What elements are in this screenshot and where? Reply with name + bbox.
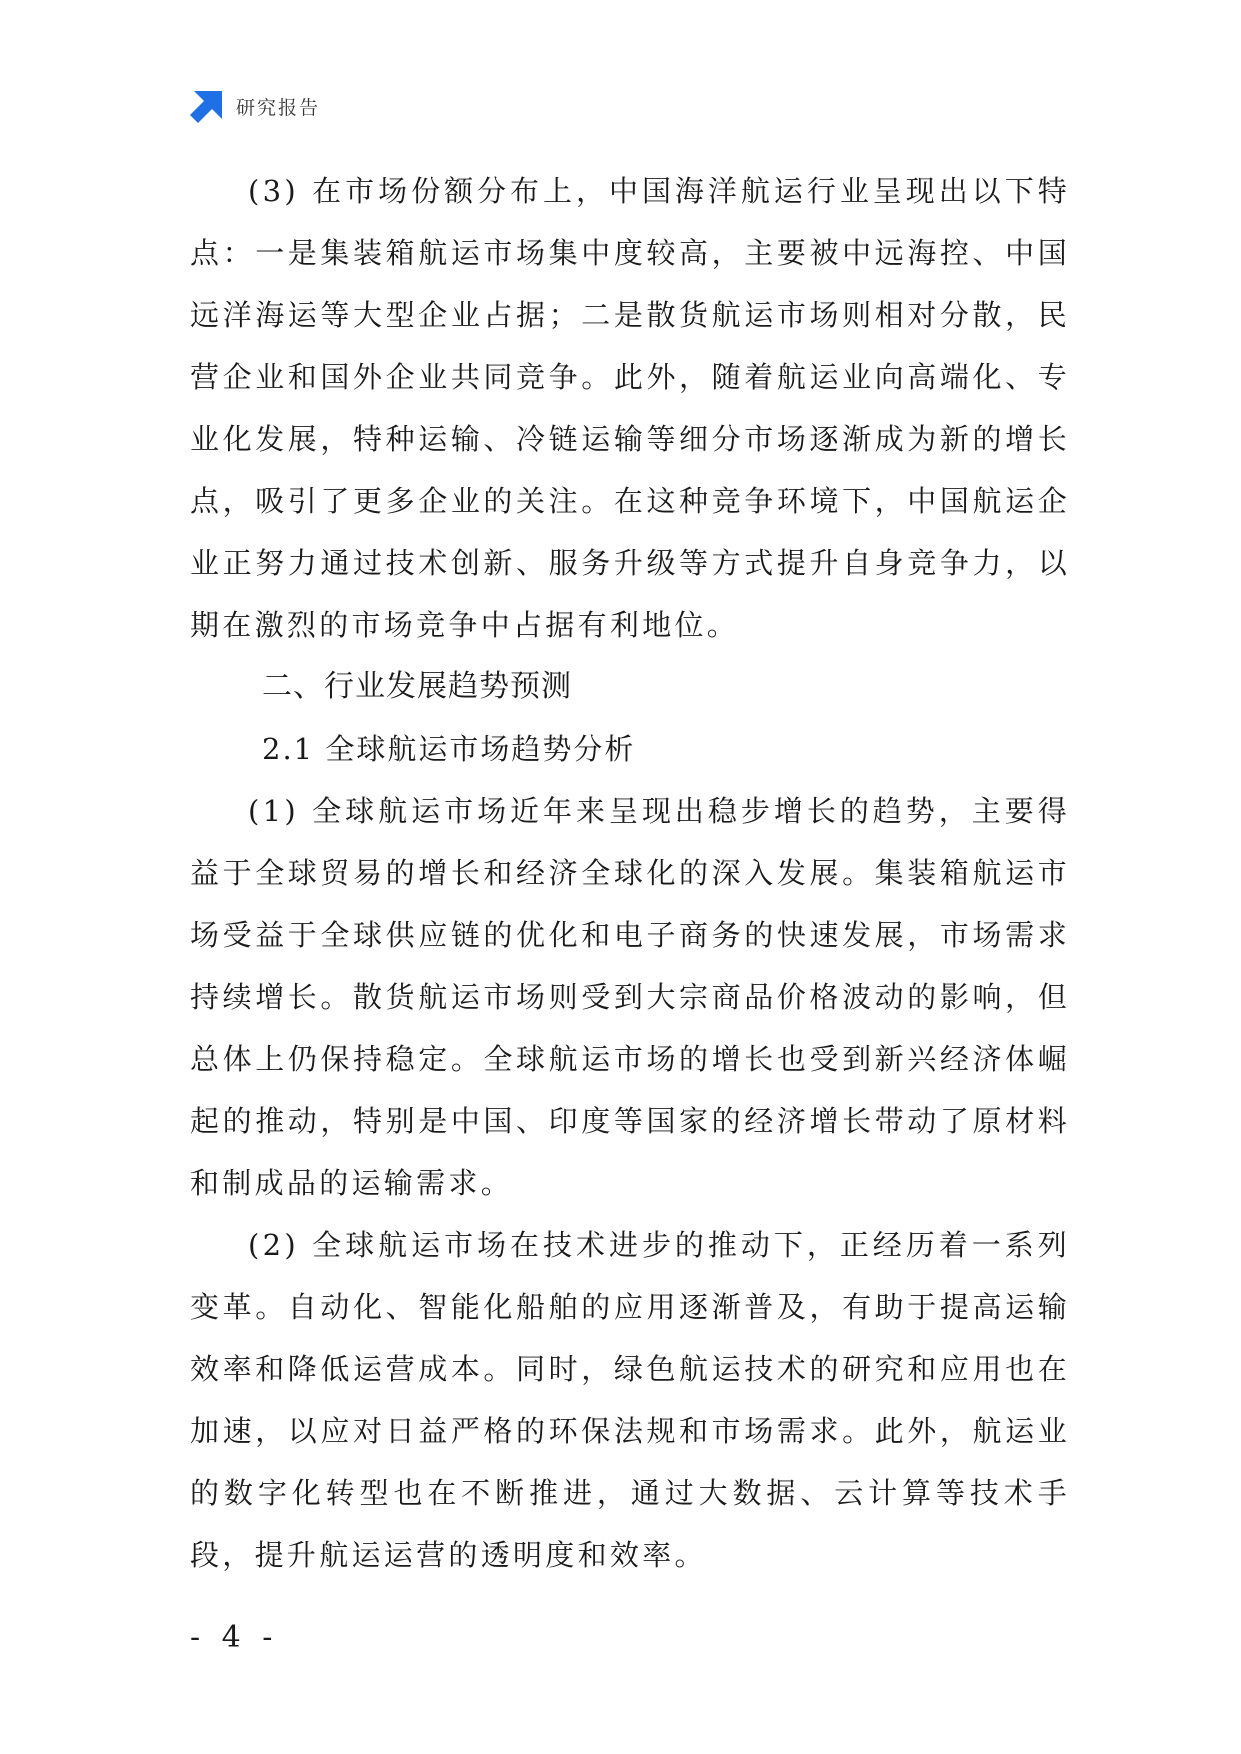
header-title: 研究报告 bbox=[236, 96, 321, 119]
paragraph-tech-change: (2) 全球航运市场在技术进步的推动下，正经历着一系列变革。自动化、智能化船舶的应用逐渐普及，有助于提高运输效率和降低运营成本。同时，绿色航运技术的研究和应用也在加速，以应对日益严格的环保法规和市场需求。此外，航运业的数字化转型也在不断推进，通过大数据、云计算等技术手段，提升航运运营的透明度和效率。 bbox=[190, 1228, 1070, 1572]
paragraph-global-growth: (1) 全球航运市场近年来呈现出稳步增长的趋势，主要得益于全球贸易的增长和经济全球化的深入发展。集装箱航运市场受益于全球供应链的优化和电子商务的快速发展，市场需求持续增长。散货航运市场则受到大宗商品价格波动的影响，但总体上仍保持稳定。全球航运市场的增长也受到新兴经济体崛起的推动，特别是中国、印度等国家的经济增长带动了原材料和制成品的运输需求。 bbox=[190, 794, 1070, 1200]
subsection-heading: 2.1 全球航运市场趋势分析 bbox=[262, 732, 636, 766]
page-number: - 4 - bbox=[190, 1620, 279, 1655]
arrow-up-right-icon bbox=[190, 89, 224, 123]
paragraph-market-share: (3) 在市场份额分布上，中国海洋航运行业呈现出以下特点：一是集装箱航运市场集中度较高，主要被中远海控、中国远洋海运等大型企业占据；二是散货航运市场则相对分散，民营企业和国外企业共同竞争。此外，随着航运业向高端化、专业化发展，特种运输、冷链运输等细分市场逐渐成为新的增长点，吸引了更多企业的关注。在这种竞争环境下，中国航运企业正努力通过技术创新、服务升级等方式提升自身竞争力，以期在激烈的市场竞争中占据有利地位。 bbox=[190, 174, 1070, 642]
document-body bbox=[190, 160, 1070, 1586]
page-header bbox=[190, 88, 320, 124]
section-heading: 二、行业发展趋势预测 bbox=[262, 669, 572, 704]
